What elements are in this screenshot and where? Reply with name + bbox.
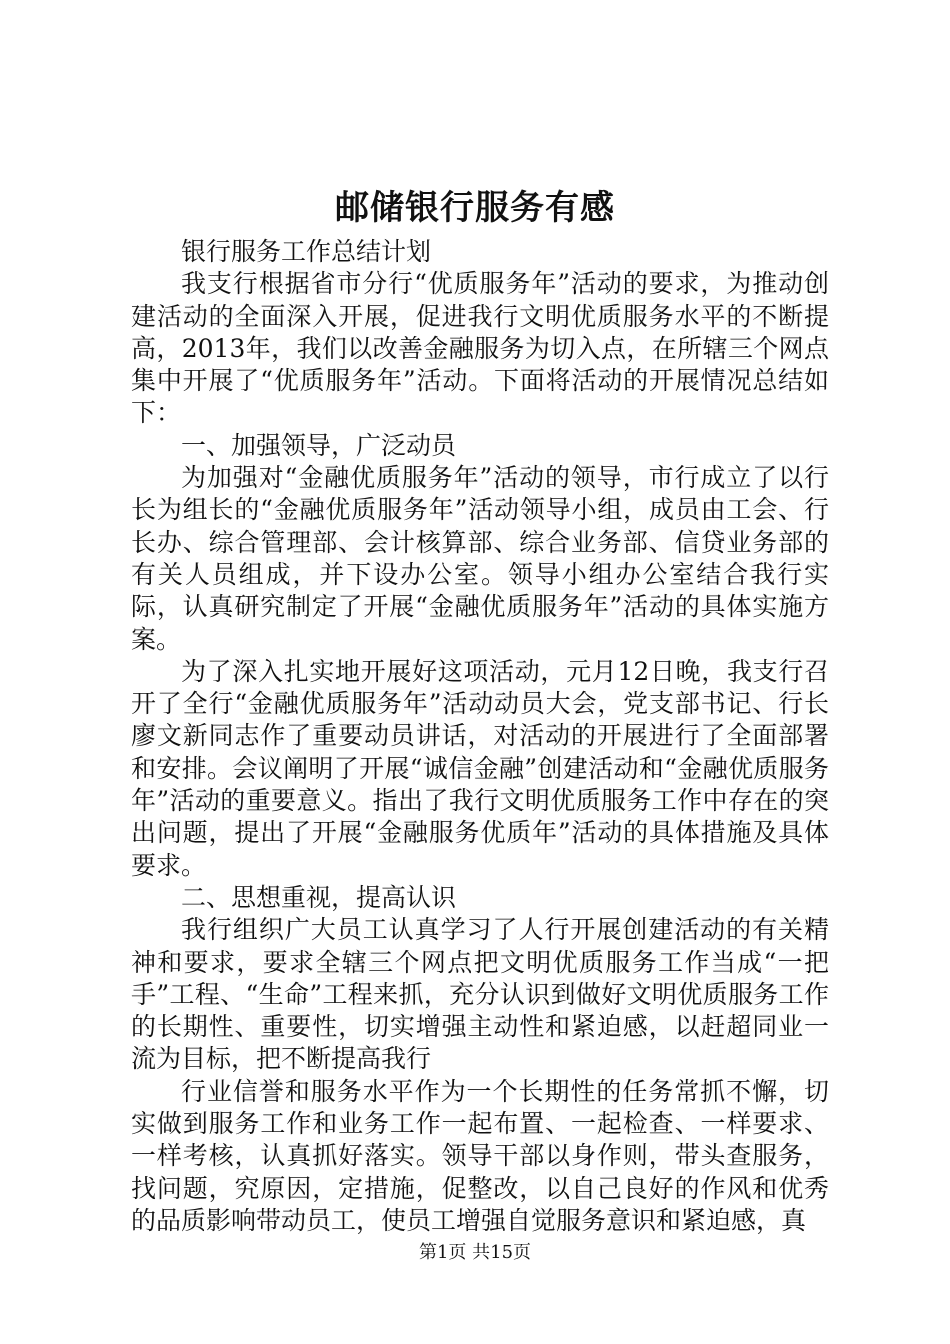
paragraph: 为了深入扎实地开展好这项活动，元月12日晚，我支行召开了全行“金融优质服务年”活动动员大会，党支部书记、行长廖文新同志作了重要动员讲话，对活动的开展进行了全面部署和安排。会议阐明了开展“诚信金融”创建活动和“金融优质服务年”活动的重要意义。指出了我行文明优质服务工作中存在的突出问题，提出了开展“金融服务优质年”活动的具体措施及具体要求。 [131,656,829,880]
paragraph-subtitle: 银行服务工作总结计划 [181,237,432,266]
section-heading-2: 二、思想重视，提高认识 [181,882,457,912]
page-footer: 第1页 共15页 [418,1242,532,1263]
paragraph: 为加强对“金融优质服务年”活动的领导，市行成立了以行长为组长的“金融优质服务年”活动领导小组，成员由工会、行长办、综合管理部、会计核算部、综合业务部、信贷业务部的有关人员组成，并下设办公室。领导小组办公室结合我行实际，认真研究制定了开展“金融优质服务年”活动的具体实施方案。 [131,463,829,654]
paragraph-intro: 我支行根据省市分行“优质服务年”活动的要求，为推动创建活动的全面深入开展，促进我行文明优质服务水平的不断提高，2013年，我们以改善金融服务为切入点，在所辖三个网点集中开展了“优质服务年”活动。下面将活动的开展情况总结如下： [131,269,829,428]
section-heading-1: 一、加强领导，广泛动员 [181,430,457,460]
document-title: 邮储银行服务有感 [335,188,615,228]
document-body [131,236,829,1237]
paragraph: 行业信誉和服务水平作为一个长期性的任务常抓不懈，切实做到服务工作和业务工作一起布置、一起检查、一样要求、一样考核，认真抓好落实。领导干部以身作则，带头查服务，找问题，究原因，定措施，促整改，以自己良好的作风和优秀的品质影响带动员工，使员工增强自觉服务意识和紧迫感，真 [131,1076,829,1235]
paragraph: 我行组织广大员工认真学习了人行开展创建活动的有关精神和要求，要求全辖三个网点把文明优质服务工作当成“一把手”工程、“生命”工程来抓，充分认识到做好文明优质服务工作的长期性、重要性，切实增强主动性和紧迫感，以赶超同业一流为目标，把不断提高我行 [131,915,829,1074]
